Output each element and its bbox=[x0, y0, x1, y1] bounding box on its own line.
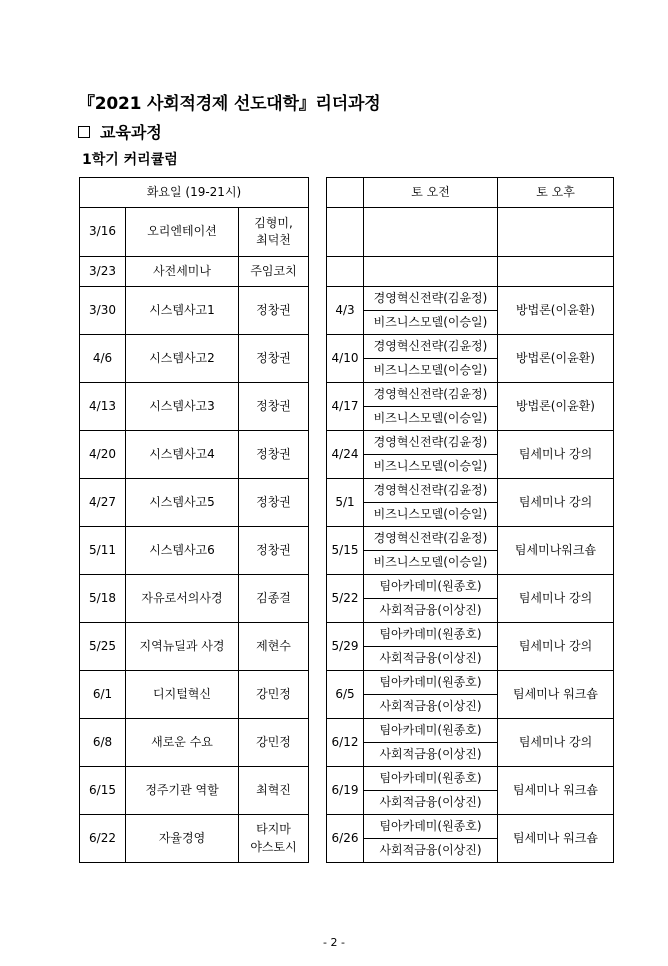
saturday-am-session-1: 팀아카데미(원종호) bbox=[364, 815, 498, 839]
saturday-empty-cell bbox=[327, 257, 364, 287]
saturday-am-session-1: 경영혁신전략(김윤정) bbox=[364, 527, 498, 551]
saturday-am-session-2: 비즈니스모델(이승일) bbox=[364, 359, 498, 383]
saturday-empty-cell bbox=[364, 208, 498, 257]
tuesday-schedule-table bbox=[79, 177, 309, 863]
section-heading bbox=[78, 120, 162, 143]
saturday-am-session-2: 사회적금융(이상진) bbox=[364, 695, 498, 719]
tuesday-date: 6/1 bbox=[80, 671, 126, 719]
saturday-pm-session: 팀세미나 강의 bbox=[498, 575, 614, 623]
tuesday-lecturer: 정창권 bbox=[239, 527, 309, 575]
saturday-empty-cell bbox=[498, 257, 614, 287]
saturday-am-session-1: 경영혁신전략(김윤정) bbox=[364, 479, 498, 503]
tuesday-row bbox=[80, 767, 309, 815]
saturday-am-session-1: 팀아카데미(원종호) bbox=[364, 623, 498, 647]
saturday-am-session-2: 사회적금융(이상진) bbox=[364, 791, 498, 815]
saturday-row bbox=[327, 287, 614, 311]
tuesday-row bbox=[80, 527, 309, 575]
tuesday-row bbox=[80, 671, 309, 719]
tuesday-date: 3/23 bbox=[80, 257, 126, 287]
saturday-row bbox=[327, 671, 614, 695]
tuesday-lecturer: 제현수 bbox=[239, 623, 309, 671]
saturday-pm-session: 팀세미나 강의 bbox=[498, 719, 614, 767]
saturday-pm-session: 방법론(이윤환) bbox=[498, 383, 614, 431]
tuesday-date: 6/15 bbox=[80, 767, 126, 815]
tuesday-date: 5/18 bbox=[80, 575, 126, 623]
tuesday-date: 6/22 bbox=[80, 815, 126, 863]
tuesday-topic: 시스템사고6 bbox=[126, 527, 239, 575]
saturday-row bbox=[327, 815, 614, 839]
saturday-header-row bbox=[327, 178, 614, 208]
tuesday-date: 5/11 bbox=[80, 527, 126, 575]
saturday-date: 5/15 bbox=[327, 527, 364, 575]
saturday-am-session-2: 사회적금융(이상진) bbox=[364, 839, 498, 863]
saturday-row bbox=[327, 527, 614, 551]
saturday-am-session-1: 팀아카데미(원종호) bbox=[364, 575, 498, 599]
saturday-am-session-1: 팀아카데미(원종호) bbox=[364, 767, 498, 791]
tuesday-lecturer: 정창권 bbox=[239, 335, 309, 383]
tuesday-row bbox=[80, 335, 309, 383]
saturday-am-session-2: 사회적금융(이상진) bbox=[364, 743, 498, 767]
tuesday-date: 3/30 bbox=[80, 287, 126, 335]
tuesday-topic: 지역뉴딜과 사경 bbox=[126, 623, 239, 671]
tuesday-lecturer: 타지마 야스토시 bbox=[239, 815, 309, 863]
saturday-row bbox=[327, 767, 614, 791]
tuesday-lecturer: 강민정 bbox=[239, 719, 309, 767]
tuesday-topic: 시스템사고1 bbox=[126, 287, 239, 335]
tuesday-topic: 시스템사고2 bbox=[126, 335, 239, 383]
saturday-pm-session: 방법론(이윤환) bbox=[498, 335, 614, 383]
tuesday-row bbox=[80, 383, 309, 431]
saturday-pm-session: 방법론(이윤환) bbox=[498, 287, 614, 335]
saturday-row bbox=[327, 623, 614, 647]
section-heading-text: 교육과정 bbox=[100, 123, 162, 142]
tuesday-date: 4/20 bbox=[80, 431, 126, 479]
tuesday-topic: 시스템사고5 bbox=[126, 479, 239, 527]
tuesday-topic: 시스템사고3 bbox=[126, 383, 239, 431]
saturday-empty-cell bbox=[498, 208, 614, 257]
saturday-am-session-2: 비즈니스모델(이승일) bbox=[364, 455, 498, 479]
saturday-date: 5/29 bbox=[327, 623, 364, 671]
tuesday-topic: 디지털혁신 bbox=[126, 671, 239, 719]
tuesday-topic: 시스템사고4 bbox=[126, 431, 239, 479]
saturday-am-session-2: 사회적금융(이상진) bbox=[364, 599, 498, 623]
tuesday-topic: 새로운 수요 bbox=[126, 719, 239, 767]
saturday-date: 6/12 bbox=[327, 719, 364, 767]
tuesday-date: 6/8 bbox=[80, 719, 126, 767]
saturday-am-session-1: 경영혁신전략(김윤정) bbox=[364, 431, 498, 455]
saturday-row bbox=[327, 335, 614, 359]
tuesday-date: 4/6 bbox=[80, 335, 126, 383]
tuesday-lecturer: 주임코치 bbox=[239, 257, 309, 287]
saturday-schedule-table bbox=[326, 177, 614, 863]
tuesday-topic: 자율경영 bbox=[126, 815, 239, 863]
curriculum-subtitle: 1학기 커리큘럼 bbox=[82, 152, 178, 168]
saturday-header-am: 토 오전 bbox=[364, 178, 498, 208]
saturday-am-session-2: 사회적금융(이상진) bbox=[364, 647, 498, 671]
saturday-am-session-1: 팀아카데미(원종호) bbox=[364, 719, 498, 743]
saturday-empty-cell bbox=[364, 257, 498, 287]
saturday-date: 4/24 bbox=[327, 431, 364, 479]
saturday-am-session-2: 비즈니스모델(이승일) bbox=[364, 407, 498, 431]
saturday-pm-session: 팀세미나 강의 bbox=[498, 479, 614, 527]
saturday-am-session-2: 비즈니스모델(이승일) bbox=[364, 503, 498, 527]
tuesday-header: 화요일 (19-21시) bbox=[80, 178, 309, 208]
tuesday-date: 4/13 bbox=[80, 383, 126, 431]
tuesday-topic: 정주기관 역할 bbox=[126, 767, 239, 815]
tuesday-lecturer: 정창권 bbox=[239, 479, 309, 527]
checkbox-square-icon bbox=[78, 126, 90, 138]
tuesday-topic: 사전세미나 bbox=[126, 257, 239, 287]
saturday-pm-session: 팀세미나 워크숍 bbox=[498, 815, 614, 863]
tuesday-date: 5/25 bbox=[80, 623, 126, 671]
tuesday-row bbox=[80, 208, 309, 257]
saturday-am-session-2: 비즈니스모델(이승일) bbox=[364, 311, 498, 335]
tuesday-row bbox=[80, 575, 309, 623]
saturday-am-session-1: 팀아카데미(원종호) bbox=[364, 671, 498, 695]
saturday-pm-session: 팀세미나워크숍 bbox=[498, 527, 614, 575]
tuesday-lecturer: 강민정 bbox=[239, 671, 309, 719]
saturday-date: 6/19 bbox=[327, 767, 364, 815]
tuesday-header-row bbox=[80, 178, 309, 208]
tuesday-lecturer: 정창권 bbox=[239, 287, 309, 335]
saturday-date: 5/22 bbox=[327, 575, 364, 623]
tuesday-row bbox=[80, 257, 309, 287]
document-title: 『2021 사회적경제 선도대학』리더과정 bbox=[78, 94, 381, 114]
tuesday-topic: 오리엔테이션 bbox=[126, 208, 239, 257]
saturday-row bbox=[327, 431, 614, 455]
tuesday-date: 4/27 bbox=[80, 479, 126, 527]
saturday-row bbox=[327, 719, 614, 743]
tuesday-row bbox=[80, 719, 309, 767]
saturday-empty-row bbox=[327, 257, 614, 287]
tuesday-row bbox=[80, 623, 309, 671]
saturday-date: 6/26 bbox=[327, 815, 364, 863]
tuesday-row bbox=[80, 815, 309, 863]
tuesday-row bbox=[80, 287, 309, 335]
tuesday-lecturer: 정창권 bbox=[239, 383, 309, 431]
tuesday-lecturer: 최혁진 bbox=[239, 767, 309, 815]
saturday-am-session-1: 경영혁신전략(김윤정) bbox=[364, 335, 498, 359]
saturday-pm-session: 팀세미나 워크숍 bbox=[498, 767, 614, 815]
saturday-am-session-2: 비즈니스모델(이승일) bbox=[364, 551, 498, 575]
saturday-date: 4/17 bbox=[327, 383, 364, 431]
saturday-date: 5/1 bbox=[327, 479, 364, 527]
tuesday-lecturer: 정창권 bbox=[239, 431, 309, 479]
saturday-am-session-1: 경영혁신전략(김윤정) bbox=[364, 383, 498, 407]
saturday-date: 6/5 bbox=[327, 671, 364, 719]
tuesday-row bbox=[80, 479, 309, 527]
saturday-empty-cell bbox=[327, 208, 364, 257]
saturday-row bbox=[327, 383, 614, 407]
tuesday-date: 3/16 bbox=[80, 208, 126, 257]
saturday-pm-session: 팀세미나 강의 bbox=[498, 623, 614, 671]
tuesday-topic: 자유로서의사경 bbox=[126, 575, 239, 623]
saturday-am-session-1: 경영혁신전략(김윤정) bbox=[364, 287, 498, 311]
saturday-empty-row bbox=[327, 208, 614, 257]
saturday-header-date bbox=[327, 178, 364, 208]
page-number: - 2 - bbox=[323, 936, 345, 949]
saturday-date: 4/10 bbox=[327, 335, 364, 383]
saturday-pm-session: 팀세미나 워크숍 bbox=[498, 671, 614, 719]
saturday-pm-session: 팀세미나 강의 bbox=[498, 431, 614, 479]
tuesday-lecturer: 김형미, 최덕천 bbox=[239, 208, 309, 257]
saturday-header-pm: 토 오후 bbox=[498, 178, 614, 208]
tuesday-row bbox=[80, 431, 309, 479]
saturday-date: 4/3 bbox=[327, 287, 364, 335]
tuesday-lecturer: 김종걸 bbox=[239, 575, 309, 623]
saturday-row bbox=[327, 479, 614, 503]
saturday-row bbox=[327, 575, 614, 599]
